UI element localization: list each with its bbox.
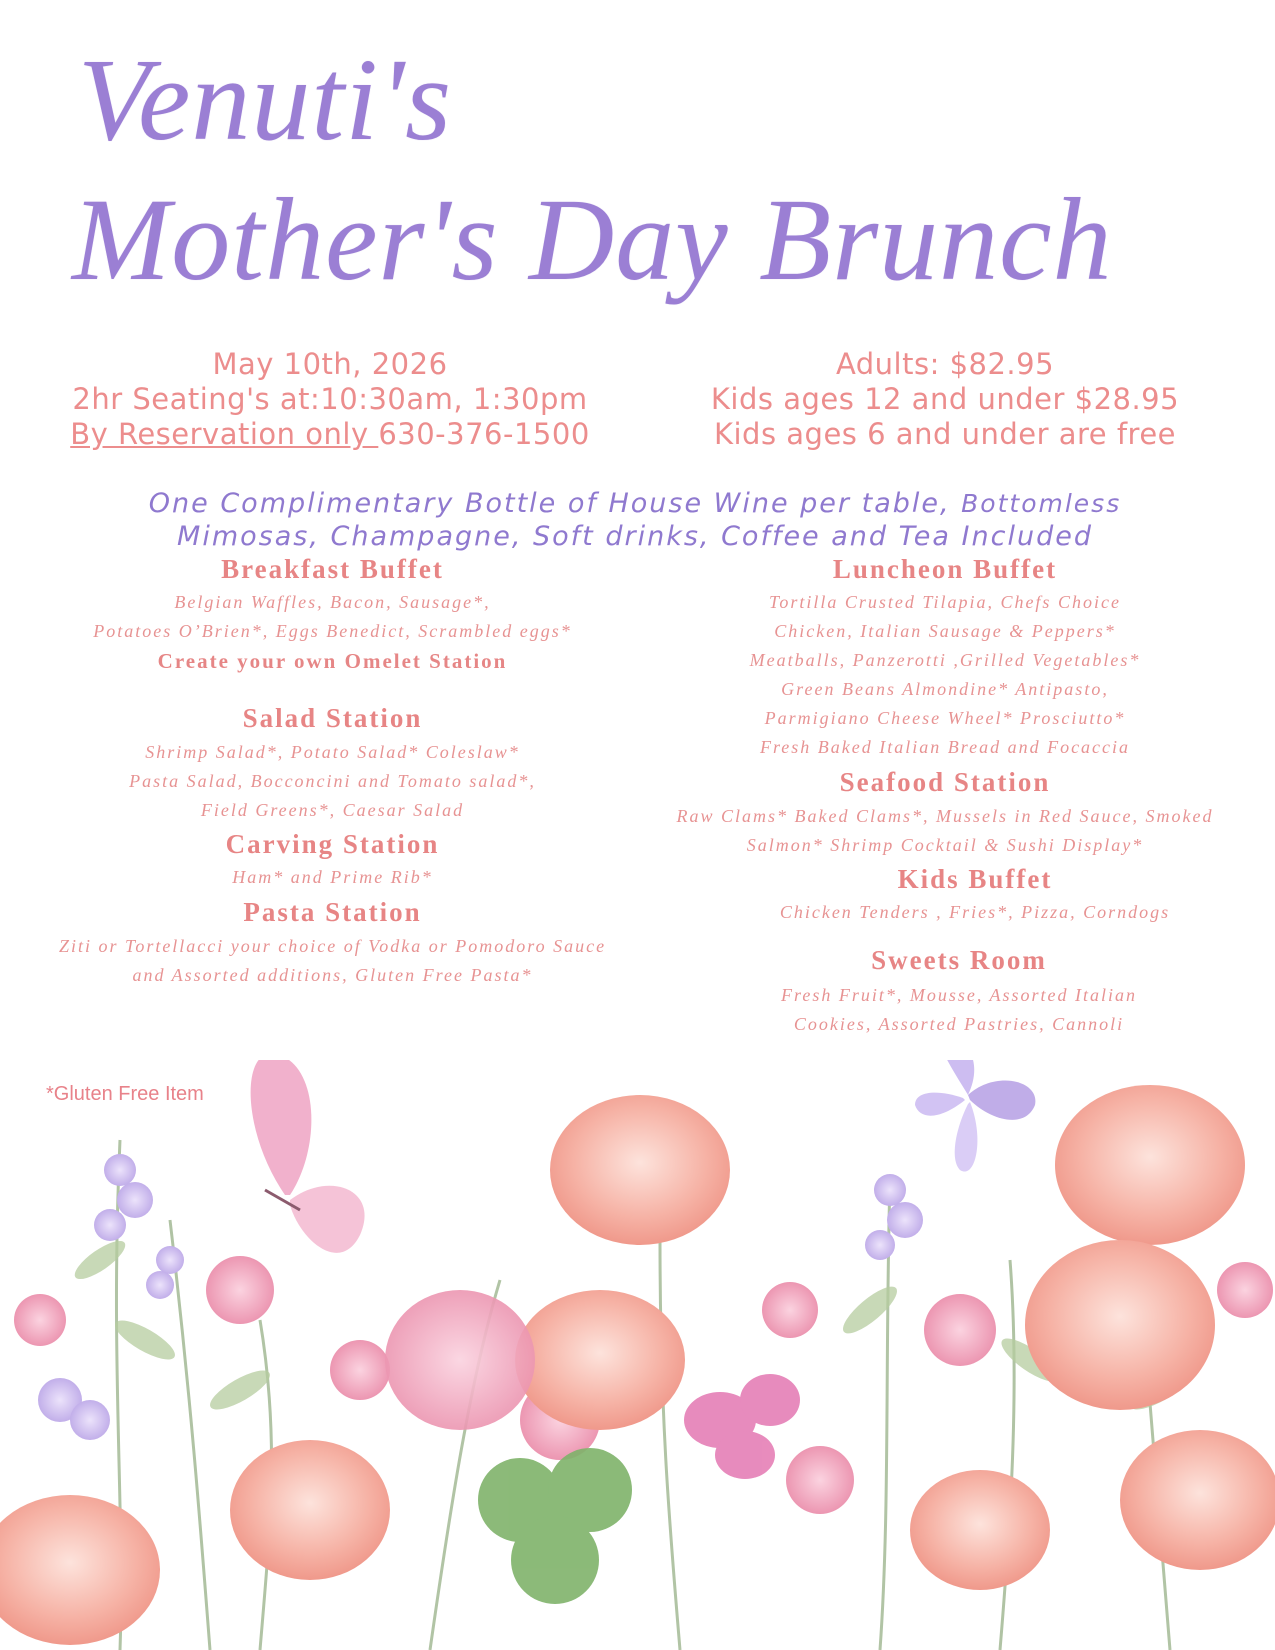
sweets-item: Cookies, Assorted Pastries, Cannoli bbox=[793, 1014, 1125, 1034]
peach-poppies bbox=[0, 1085, 1275, 1645]
omelet-station: Create your own Omelet Station bbox=[157, 649, 508, 673]
pasta-title: Pasta Station bbox=[243, 897, 422, 927]
kids-item: Chicken Tenders , Fries*, Pizza, Corndogs bbox=[779, 902, 1171, 922]
breakfast-item: Potatoes O’Brien*, Eggs Benedict, Scrambled eggs* bbox=[93, 621, 572, 641]
seating-times: 2hr Seating's at:10:30am, 1:30pm bbox=[72, 382, 588, 416]
breakfast-title: Breakfast Buffet bbox=[221, 554, 444, 584]
menu-left-column bbox=[30, 550, 635, 990]
sweets-title: Sweets Room bbox=[871, 945, 1047, 975]
phone-number[interactable]: 630-376-1500 bbox=[378, 417, 590, 451]
price-kids-6: Kids ages 6 and under are free bbox=[713, 417, 1177, 451]
seafood-title: Seafood Station bbox=[839, 767, 1051, 797]
reservation-line bbox=[30, 417, 630, 452]
pricing bbox=[640, 347, 1250, 452]
salad-item: Shrimp Salad*, Potato Salad* Coleslaw* bbox=[145, 742, 520, 762]
wine-line-1: One Complimentary Bottle of House Wine per table, bbox=[148, 488, 962, 519]
event-details bbox=[30, 347, 630, 452]
pasta-item: and Assorted additions, Gluten Free Pasta* bbox=[132, 965, 533, 985]
luncheon-item: Parmigiano Cheese Wheel* Prosciutto* bbox=[764, 708, 1126, 728]
seafood-item: Raw Clams* Baked Clams*, Mussels in Red Sauce, Smoked bbox=[676, 806, 1214, 826]
breakfast-item: Belgian Waffles, Bacon, Sausage*, bbox=[174, 592, 491, 612]
wine-line-1b: Bottomless bbox=[961, 489, 1122, 518]
pasta-item: Ziti or Tortellacci your choice of Vodka or Pomodoro Sauce bbox=[58, 936, 607, 956]
magenta-orchid bbox=[684, 1374, 800, 1479]
floral-illustration bbox=[0, 1060, 1275, 1650]
menu-right-column bbox=[640, 550, 1250, 1039]
event-date: May 10th, 2026 bbox=[212, 347, 448, 381]
luncheon-title: Luncheon Buffet bbox=[832, 554, 1058, 584]
salad-item: Pasta Salad, Bocconcini and Tomato salad*, bbox=[129, 771, 536, 791]
gluten-free-note: *Gluten Free Item bbox=[46, 1083, 204, 1105]
reservation-label: By Reservation only bbox=[70, 417, 379, 451]
lavender-butterfly bbox=[915, 1060, 1035, 1172]
drinks-included bbox=[60, 487, 1210, 553]
carving-title: Carving Station bbox=[225, 829, 440, 859]
kids-title: Kids Buffet bbox=[897, 864, 1053, 894]
luncheon-item: Green Beans Almondine* Antipasto, bbox=[781, 679, 1109, 699]
seafood-item: Salmon* Shrimp Cocktail & Sushi Display* bbox=[746, 835, 1144, 855]
salad-item: Field Greens*, Caesar Salad bbox=[200, 800, 465, 820]
luncheon-item: Meatballs, Panzerotti ,Grilled Vegetables* bbox=[749, 650, 1141, 670]
price-kids-12: Kids ages 12 and under $28.95 bbox=[710, 382, 1180, 416]
event-title: Mother's Day Brunch bbox=[72, 174, 1113, 305]
restaurant-name: Venuti's bbox=[78, 34, 453, 165]
salad-title: Salad Station bbox=[242, 703, 423, 733]
luncheon-item: Chicken, Italian Sausage & Peppers* bbox=[774, 621, 1116, 641]
wine-line-2: Mimosas, Champagne, Soft drinks, Coffee and Tea Included bbox=[177, 521, 1093, 552]
clover-leaf bbox=[478, 1448, 632, 1604]
luncheon-item: Tortilla Crusted Tilapia, Chefs Choice bbox=[769, 592, 1121, 612]
sweets-item: Fresh Fruit*, Mousse, Assorted Italian bbox=[781, 985, 1137, 1005]
pink-butterfly bbox=[251, 1060, 365, 1253]
carving-item: Ham* and Prime Rib* bbox=[232, 867, 433, 887]
luncheon-item: Fresh Baked Italian Bread and Focaccia bbox=[759, 737, 1131, 757]
price-adults: Adults: $82.95 bbox=[835, 347, 1055, 381]
